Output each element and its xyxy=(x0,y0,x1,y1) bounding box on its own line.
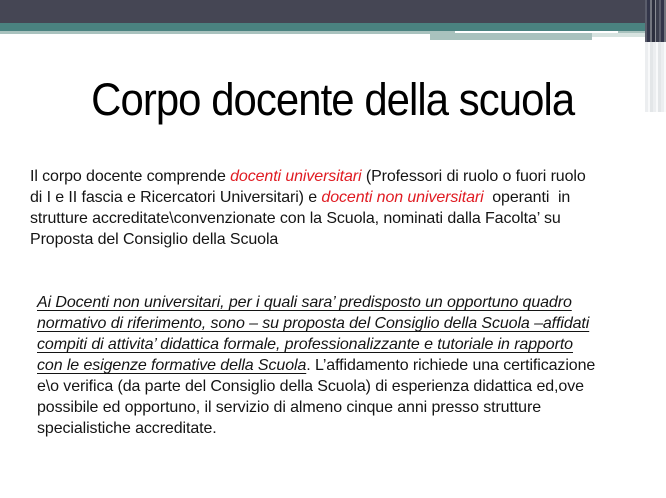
text-segment: con le esigenze formative della Scuola xyxy=(37,357,307,374)
text-line xyxy=(37,418,646,439)
slide-title-text: Corpo docente della scuola xyxy=(91,74,575,125)
text-line xyxy=(30,166,646,187)
text-segment: . L’affidamento richiede una certificazione xyxy=(306,357,596,374)
text-segment: specialistiche accreditate. xyxy=(37,420,217,437)
text-segment: e\o verifica (da parte del Consiglio della Scuola) di esperienza didattica ed,ove xyxy=(37,378,584,395)
slide-body xyxy=(30,166,646,439)
slide-title xyxy=(0,74,666,126)
text-line xyxy=(30,187,646,208)
text-line xyxy=(37,397,646,418)
text-segment: Ai Docenti non universitari, per i quali sara’ predisposto un opportuno quadro xyxy=(37,294,572,311)
header-sage-tail-strip xyxy=(592,33,645,37)
text-segment: possibile ed opportuno, il servizio di almeno cinque anni presso strutture xyxy=(37,399,541,416)
intro-paragraph xyxy=(30,166,646,250)
text-segment: operanti in xyxy=(487,189,571,206)
text-line xyxy=(37,313,646,334)
text-segment: (Professori di ruolo o fuori ruolo xyxy=(365,168,586,185)
text-segment: strutture accreditate\convenzionate con la Scuola, nominati dalla Facolta’ su xyxy=(30,210,561,227)
text-segment: di I e II fascia e Ricercatori Universitari) e xyxy=(30,189,322,206)
right-edge-stripes-dark xyxy=(645,0,666,42)
text-line xyxy=(30,208,646,229)
header-white-divider xyxy=(455,31,618,33)
header-teal-bar xyxy=(0,23,666,31)
text-segment: docenti non universitari xyxy=(321,189,488,206)
text-line xyxy=(37,376,646,397)
header-dark-bar xyxy=(0,0,666,23)
text-line xyxy=(37,334,646,355)
details-paragraph xyxy=(30,292,646,439)
text-line xyxy=(30,229,646,250)
text-segment: compiti di attivita’ didattica formale, professionalizzante e tutoriale in rapporto xyxy=(37,336,573,353)
text-segment: Il corpo docente comprende xyxy=(30,168,231,185)
text-segment: Proposta del Consiglio della Scuola xyxy=(30,231,279,248)
header-sage-right-strip xyxy=(430,34,592,40)
text-segment: normativo di riferimento, sono – su proposta del Consiglio della Scuola –affidati xyxy=(37,315,590,332)
text-segment: docenti universitari xyxy=(230,168,366,185)
text-line xyxy=(37,355,646,376)
text-line xyxy=(37,292,646,313)
